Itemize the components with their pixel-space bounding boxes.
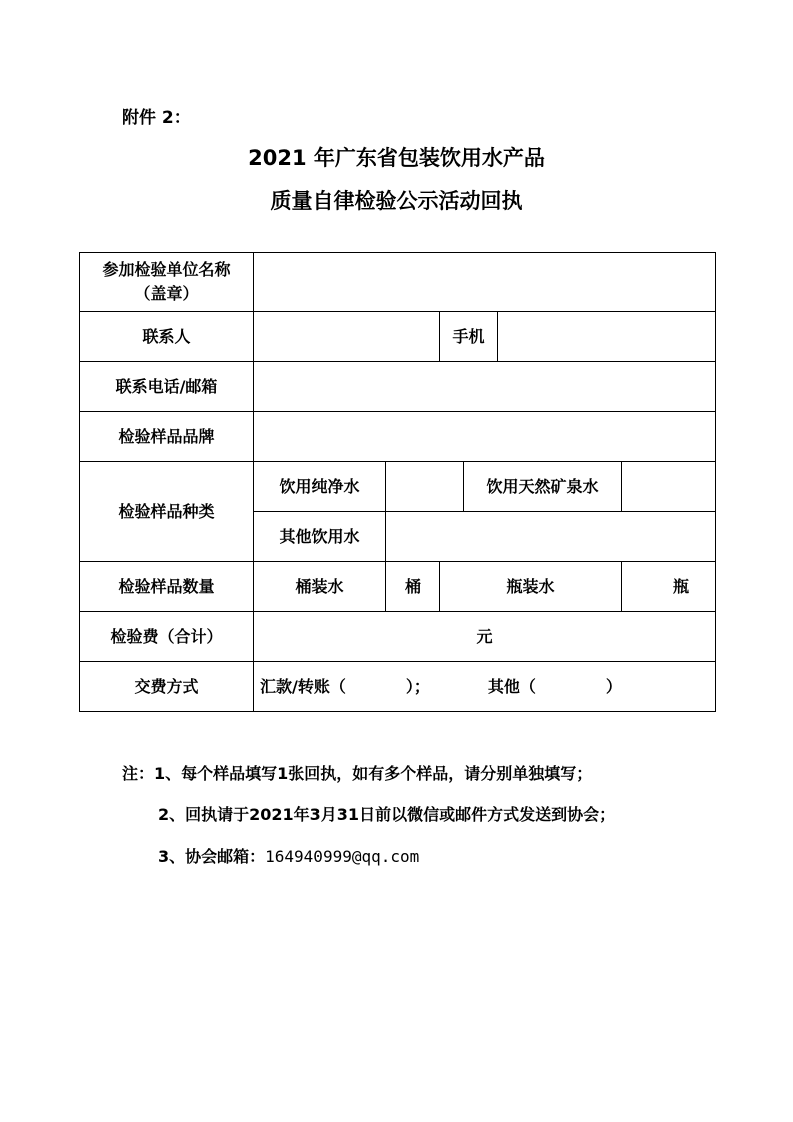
- contact-label: 联系人: [80, 312, 254, 362]
- row-quantity: [80, 562, 716, 612]
- bottle-unit-label: 瓶: [672, 576, 689, 596]
- payment-other-open: 其他（: [487, 676, 536, 696]
- row-unit-name: [80, 253, 716, 312]
- bottle-quantity-field[interactable]: [622, 562, 716, 612]
- row-contact: [80, 312, 716, 362]
- note-3: [158, 845, 419, 869]
- unit-name-label-line2: （盖章）: [134, 284, 199, 303]
- note-1: 注：1、每个样品填写1张回执，如有多个样品，请分别单独填写；: [122, 764, 593, 783]
- payment-transfer-close: ）；: [405, 676, 430, 696]
- unit-name-field[interactable]: [254, 253, 716, 312]
- type-label: 检验样品种类: [80, 462, 254, 562]
- type-mineral-field[interactable]: [622, 462, 716, 512]
- type-other-field[interactable]: [386, 512, 716, 562]
- fee-field[interactable]: [254, 612, 716, 662]
- bottle-water-label: 瓶装水: [440, 562, 622, 612]
- type-other-label: 其他饮用水: [254, 512, 386, 562]
- phone-email-label: 联系电话/邮箱: [80, 362, 254, 412]
- row-phone-email: [80, 362, 716, 412]
- fee-label: 检验费（合计）: [80, 612, 254, 662]
- type-purified-label: 饮用纯净水: [254, 462, 386, 512]
- note-3-prefix: 3、协会邮箱：: [158, 847, 266, 866]
- mobile-label: 手机: [440, 312, 498, 362]
- unit-name-label-line1: 参加检验单位名称: [102, 260, 231, 279]
- row-fee: [80, 612, 716, 662]
- brand-field[interactable]: [254, 412, 716, 462]
- note-2: 2、回执请于2021年3月31日前以微信或邮件方式发送到协会；: [158, 805, 616, 824]
- document-title-line-1: 2021 年广东省包装饮用水产品: [248, 146, 545, 170]
- type-mineral-label: 饮用天然矿泉水: [464, 462, 622, 512]
- attachment-label: 附件 2：: [122, 108, 191, 128]
- fee-unit-label: 元: [476, 626, 493, 646]
- row-type-1: [80, 462, 716, 512]
- document-title-line-2: 质量自律检验公示活动回执: [270, 189, 523, 213]
- unit-name-label: [80, 253, 254, 312]
- phone-email-field[interactable]: [254, 362, 716, 412]
- row-brand: [80, 412, 716, 462]
- association-email[interactable]: 164940999@qq.com: [265, 847, 420, 866]
- payment-field[interactable]: [254, 662, 716, 712]
- barrel-unit-label: 桶: [404, 576, 421, 596]
- barrel-quantity-field[interactable]: [386, 562, 440, 612]
- brand-label: 检验样品品牌: [80, 412, 254, 462]
- payment-label: 交费方式: [80, 662, 254, 712]
- barrel-water-label: 桶装水: [254, 562, 386, 612]
- row-payment: [80, 662, 716, 712]
- quantity-label: 检验样品数量: [80, 562, 254, 612]
- payment-transfer-open: 汇款/转账（: [260, 676, 346, 696]
- contact-field[interactable]: [254, 312, 440, 362]
- payment-other-close: ）: [605, 676, 622, 696]
- receipt-form-table: [79, 252, 716, 712]
- mobile-field[interactable]: [498, 312, 716, 362]
- type-purified-field[interactable]: [386, 462, 464, 512]
